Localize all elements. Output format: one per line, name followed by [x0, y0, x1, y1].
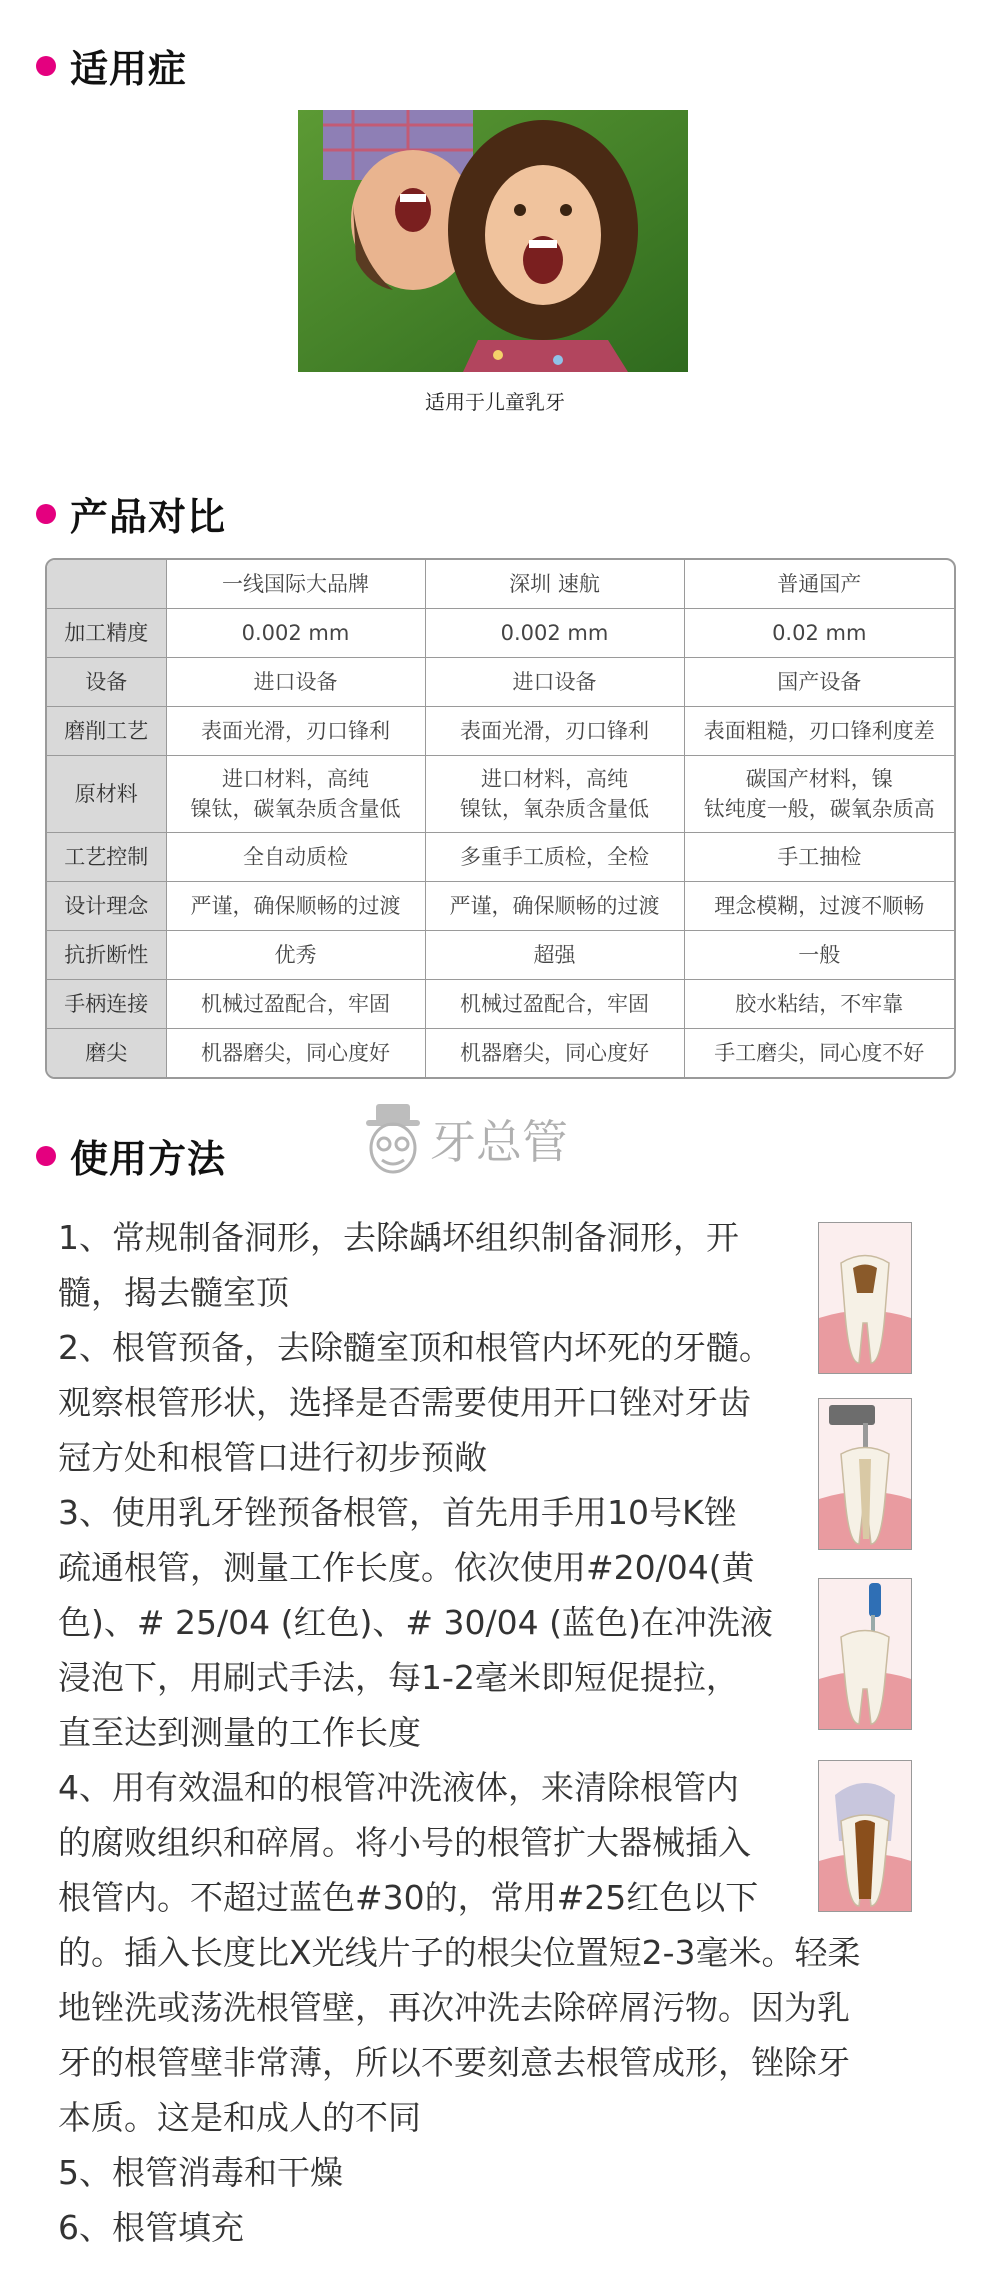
usage-line: 6、根管填充 [58, 2208, 244, 2247]
usage-line: 本质。这是和成人的不同 [58, 2098, 421, 2137]
section-title-usage [36, 1128, 226, 1183]
usage-line: 2、根管预备，去除髓室顶和根管内坏死的牙髓。 [58, 1328, 772, 1367]
children-photo [298, 110, 688, 372]
usage-line: 根管内。不超过蓝色#30的，常用#25红色以下 [58, 1878, 759, 1917]
table-header-cell [47, 560, 166, 609]
table-cell: 胶水粘结，不牢靠 [684, 980, 954, 1029]
row-label: 设计理念 [47, 882, 166, 931]
comparison-table [45, 558, 956, 1079]
table-row [47, 833, 954, 882]
section-title-text: 产品对比 [70, 495, 227, 539]
row-label: 原材料 [47, 756, 166, 833]
usage-line: 色)、# 25/04 (红色)、# 30/04 (蓝色)在冲洗液 [58, 1603, 773, 1642]
table-header-row [47, 560, 954, 609]
table-row [47, 756, 954, 833]
usage-steps [58, 1210, 938, 2255]
usage-line: 地锉洗或荡洗根管壁，再次冲洗去除碎屑污物。因为乳 [58, 1988, 850, 2027]
table-cell: 0.02 mm [684, 609, 954, 658]
usage-line: 冠方处和根管口进行初步预敞 [58, 1438, 487, 1477]
tooth-diagram-icon [818, 1222, 912, 1374]
table-cell: 一般 [684, 931, 954, 980]
row-label: 手柄连接 [47, 980, 166, 1029]
watermark-text: 牙总管 [430, 1115, 568, 1169]
table-cell: 严谨，确保顺畅的过渡 [166, 882, 425, 931]
table-cell: 0.002 mm [166, 609, 425, 658]
table-row [47, 609, 954, 658]
row-label: 工艺控制 [47, 833, 166, 882]
table-header-cell: 普通国产 [684, 560, 954, 609]
row-label: 磨尖 [47, 1029, 166, 1078]
usage-line: 疏通根管，测量工作长度。依次使用#20/04(黄 [58, 1548, 755, 1587]
row-label: 设备 [47, 658, 166, 707]
bullet-dot-icon [36, 504, 56, 524]
table-cell: 严谨，确保顺畅的过渡 [425, 882, 684, 931]
row-label: 抗折断性 [47, 931, 166, 980]
usage-line: 的。插入长度比X光线片子的根尖位置短2-3毫米。轻柔 [58, 1933, 861, 1972]
usage-line: 1、常规制备洞形，去除龋坏组织制备洞形，开 [58, 1218, 739, 1257]
table-row [47, 707, 954, 756]
section-title-text: 适用症 [70, 47, 188, 91]
usage-line: 4、用有效温和的根管冲洗液体，来清除根管内 [58, 1768, 739, 1807]
table-header-cell: 深圳 速航 [425, 560, 684, 609]
photo-caption: 适用于儿童乳牙 [425, 390, 565, 414]
usage-line: 观察根管形状，选择是否需要使用开口锉对牙齿 [58, 1383, 751, 1422]
section-title-comparison [36, 486, 226, 541]
mascot-logo-icon [366, 1104, 420, 1172]
table-cell: 进口材料，高纯 镍钛，氧杂质含量低 [425, 756, 684, 833]
table-row [47, 980, 954, 1029]
usage-line: 浸泡下，用刷式手法，每1-2毫米即短促提拉， [58, 1658, 739, 1697]
table-cell: 理念模糊，过渡不顺畅 [684, 882, 954, 931]
tooth-diagram-icon [818, 1398, 912, 1550]
table-cell: 表面光滑，刃口锋利 [425, 707, 684, 756]
usage-line: 髓，揭去髓室顶 [58, 1273, 289, 1312]
section-title-text: 使用方法 [70, 1137, 227, 1181]
table-cell: 多重手工质检，全检 [425, 833, 684, 882]
table-cell: 手工磨尖，同心度不好 [684, 1029, 954, 1078]
table-cell: 机械过盈配合，牢固 [425, 980, 684, 1029]
table-cell: 机械过盈配合，牢固 [166, 980, 425, 1029]
table-cell: 碳国产材料，镍 钛纯度一般，碳氧杂质高 [684, 756, 954, 833]
table-cell: 超强 [425, 931, 684, 980]
usage-line: 直至达到测量的工作长度 [58, 1713, 421, 1752]
table-row [47, 1029, 954, 1078]
table-cell: 进口材料，高纯 镍钛，碳氧杂质含量低 [166, 756, 425, 833]
table-cell: 手工抽检 [684, 833, 954, 882]
table-cell: 国产设备 [684, 658, 954, 707]
usage-line: 5、根管消毒和干燥 [58, 2153, 343, 2192]
table-cell: 进口设备 [425, 658, 684, 707]
bullet-dot-icon [36, 56, 56, 76]
usage-line: 3、使用乳牙锉预备根管，首先用手用10号K锉 [58, 1493, 737, 1532]
usage-line: 牙的根管壁非常薄，所以不要刻意去根管成形，锉除牙 [58, 2043, 850, 2082]
table-row [47, 882, 954, 931]
table-row [47, 658, 954, 707]
table-cell: 优秀 [166, 931, 425, 980]
watermark-logo [360, 1098, 640, 1178]
table-cell: 0.002 mm [425, 609, 684, 658]
table-cell: 机器磨尖，同心度好 [425, 1029, 684, 1078]
usage-line: 的腐败组织和碎屑。将小号的根管扩大器械插入 [58, 1823, 751, 1862]
tooth-diagram-icon [818, 1578, 912, 1730]
table-header-cell: 一线国际大品牌 [166, 560, 425, 609]
row-label: 磨削工艺 [47, 707, 166, 756]
table-row [47, 931, 954, 980]
row-label: 加工精度 [47, 609, 166, 658]
tooth-diagram-icon [818, 1760, 912, 1912]
table-cell: 进口设备 [166, 658, 425, 707]
bullet-dot-icon [36, 1146, 56, 1166]
table-cell: 全自动质检 [166, 833, 425, 882]
section-title-indications [36, 38, 187, 93]
table-cell: 表面光滑，刃口锋利 [166, 707, 425, 756]
table-cell: 机器磨尖，同心度好 [166, 1029, 425, 1078]
table-cell: 表面粗糙，刃口锋利度差 [684, 707, 954, 756]
